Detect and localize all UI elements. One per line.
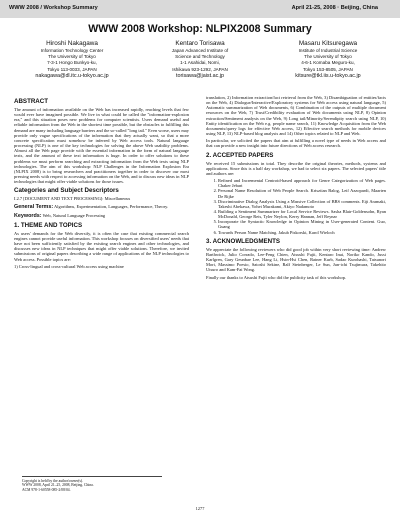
author-3 [264,40,392,80]
categories-text: I.2.7 [DOCUMENT AND TEXT PROCESSING]: Miscellaneous [14,196,131,202]
author-affiliation: Institute of Industrial Science [298,48,358,53]
paper-item: 2. Personal Name Resolution of Web People Search. Krisztian Balog, Leif Azzopardi, Maarten De Rijke [218,188,386,198]
acknowledgments-text: We appreciate the following reviewers who did good job within very short reviewing time: Andrew Barthwick, Julio Corrado, Lee-Feng Chien, Atsushi Fujii, Kentaro Inui, Noriko Kando, Jussi Karlgren, Gary Geunbae Lee, Hang Li, Hsin-Hsi Chen, Rainer Kurb, Sadao Kurohashi, Tatsunori Mori, Massimo Poesio, Satoshi Sekine, Ralf Steinberger, Le Sun, Jun-ichi Tsujimura, Takehito Utsuro and Kam-Fai Wong. [206,246,386,273]
author-email: kitsure@tkl.iis.u-tokyo.ac.jp [295,72,361,79]
paper-item: 5. Incorporate the Syntactic Knowledge in Opinion Mining in User-generated Content. Guo, Guang [218,219,386,229]
keywords-text: Web, Natural Language Processing [42,212,106,218]
copyright-notice [22,476,162,492]
author-address: 1-1 Asahidai, Nomi, [180,60,220,66]
categories-heading: Categories and Subject Descriptors [14,187,119,195]
keywords-label: Keywords: [14,212,42,219]
selection-note: In particular, we solicited the papers that aim at fulfilling a novel type of needs in Web access and that can provide a new insight into future directions of Web access research. [206,138,386,149]
author-2 [136,40,264,80]
author-name: Hiroshi Nakagawa [46,40,98,47]
right-column [206,95,386,282]
copyright-line: Copyright is held by the author/owner(s). [22,479,84,483]
abstract-heading: ABSTRACT [14,98,49,105]
header-right: April 21-25, 2008 · Beijing, China [291,5,378,11]
general-terms [14,204,189,210]
section-3-heading: 3. ACKNOWLEDGMENTS [206,237,281,245]
author-name: Kentaro Torisawa [175,40,225,47]
author-address: 7-3-1 Hongo Bunkyo-ku, [47,60,97,66]
section-2-heading: 2. ACCEPTED PAPERS [206,151,274,159]
section-2-text: We received 15 submissions in total. They describe the original theories, methods, systems and applications. Since this is a half day workshop, we had to select six papers. The selected papers' title and authors are: [206,160,386,176]
author-email: nakagawa@dl.itc.u-tokyo.ac.jp [35,72,109,79]
section-1-text: As users' demands for the Web diversify, it is often the case that existing commercial search engines cannot provide useful information. This workshop focuses on diversified users' needs that have not been sufficiently satisfied by the existing search engines and other technologies, and discusses new ideas in NLP techniques that might offer viable solutions. Therefore, we invited submissions of original papers describing a wide range of applications of the NLP technologies to Web access. Possible topics are: [14,230,189,262]
author-address: Tokyo 153-8505, JAPAN [303,66,353,72]
author-address: 4-6-1 Komaba Meguro-ku, [301,60,355,66]
general-terms-text: Algorithms, Experimentation, Languages, Performance, Theory. [54,203,169,209]
author-affiliation: Information Technology Center [40,48,104,53]
author-affiliation: Science and Technology [175,54,225,60]
paper-item: 6. Towards Person Name Matching. Jakub Piskorski, Karol Wieloch [218,230,386,235]
keywords [14,213,189,219]
copyright-line: WWW 2008, April 21–25, 2008, Beijing, China. [22,483,94,488]
topic-item-1: 1) Cross-lingual and cross-cultural Web access using machine [14,263,124,269]
header-left: WWW 2008 / Workshop Summary [9,5,98,11]
page-number: 1277 [195,506,205,511]
author-name: Masaru Kitsuregawa [298,40,358,47]
paper-item: 1. Refined and Incremental Centroid-based approach for Genre Categorization of Web pages. Chaker Jebari [218,178,386,188]
author-block [8,40,392,80]
left-column [14,95,189,271]
author-affiliation: The University of Tokyo [48,54,96,60]
section-1-heading: 1. THEME AND TOPICS [14,221,83,229]
author-affiliation: The University of Tokyo [304,54,352,60]
acknowledgments-thanks: Finally our thanks to Atsushi Fujii who did the publicity task of this workshop. [206,274,347,280]
paper-item: 3. Discriminative Dialog Analysis Using a Massive Collection of BBS comments. Eiji Aramaki, Takeshi Abekawa, Yohei Murakami, Akiyo Nadamoto [218,199,386,209]
running-header [0,0,400,18]
author-address: Ishikawa 923-1292, JAPAN [172,66,228,72]
abstract-text: The amount of information available on the Web has increased rapidly, reaching levels that few would ever have imagined possible. We live in what could be called the "information-explosion era," and this situation poses new problems for computer scientists. Users demand useful and reliable information from the Web in the shortest time possible, but the obstacles to fulfilling this demand are many including language barriers and the so-called "long tail." Even worse, users may provide only vague specifications of the information that they actually want, so that a more concrete specification must somehow be inferred by Web access tools. Natural language processing (NLP) is one of the key technologies for solving the above Web usability problems. Almost all the Web page provide with the essential information in the form of natural language texts, and the amount of these text information is huge. In order to offer solutions to these problems we must perform searching and extracting information from the Web texts using NLP technologies. The aim of this workshop: NLP Challenges in the Information Explosion Era (NLPIX 2008) is to bring researchers and practitioners together in order to discover our most pressing needs with respect to accessing information on the Web, and to discuss new ideas in NLP technologies that might offer viable solutions for those issues. [14,107,189,185]
author-address: Tokyo 113-0033, JAPAN [47,66,97,72]
author-affiliation: Japan Advanced Institute of [171,48,229,53]
author-email: torisawa@jaist.ac.jp [175,72,225,79]
author-1 [8,40,136,80]
paper-item: 4. Building a Sentiment Summarizer for Local Service Reviews. Sasha Blair-Goldensohn, Ryan McDonald, George Reis, Tyler Neylon, Kerry Hannan, Jeff Reynar [218,209,386,219]
copyright-line: ACM 978-1-60558-085-2/08/04. [22,487,71,492]
paper-title: WWW 2008 Workshop: NLPIX2008 Summary [88,23,312,35]
general-terms-label: General Terms: [14,203,54,210]
accepted-papers-list [206,178,386,235]
topics-continuation: translation, 2) Information extraction/fact retrieval from the Web, 3) Disambiguation of entities/facts on the Web, 4) Dialogue/Interactive/Exploratory systems for Web access using natural language, 5) Automatic summarization of Web documents, 6) Combination of the outputs of multiple document resources on the Web, 7) Trust/Credibility evaluation of Web documents using NLP, 8) Opinion extraction/Sentiment analysis on the Web, 9) Long tail/Minority/Serendipity search using NLP, 10) Entity identification on the Web e.g. people name search, 11) Knowledge Acquisition from the Web documents/query logs for effective Web access, 12) Effective search methods for mobile devices using NLP, 13) NLP-based blog analysis and 14) Other topics related to NLP and Web. [206,95,386,137]
